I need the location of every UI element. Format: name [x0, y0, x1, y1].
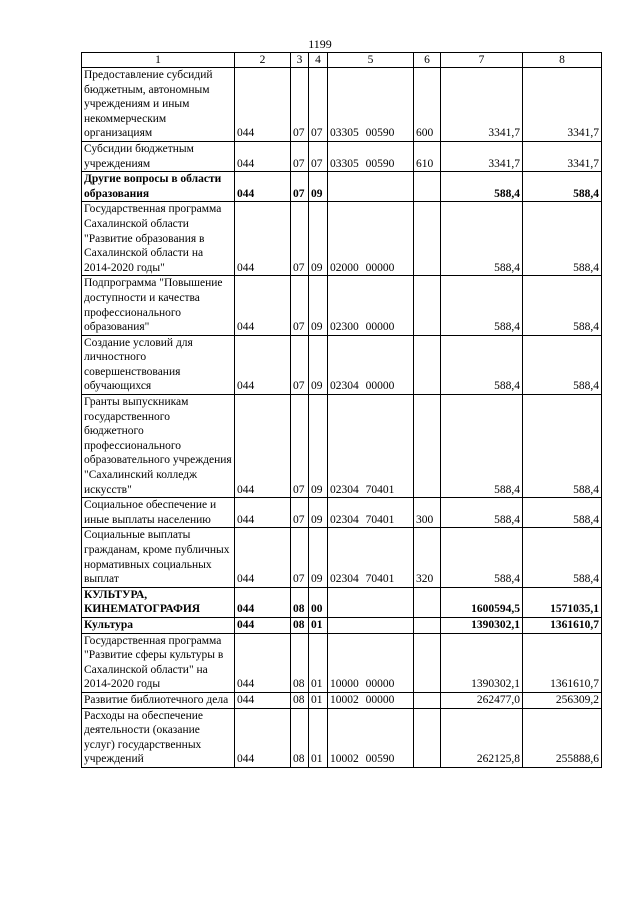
header-row: [82, 53, 602, 68]
admin-code: 044: [235, 708, 291, 767]
table-row: [82, 276, 602, 335]
section-code: 08: [291, 617, 309, 633]
expense-type-code: 300: [414, 498, 441, 528]
expense-type-code: [414, 617, 441, 633]
target-article-code: 10000 00000: [328, 633, 414, 692]
item-name: Государственная программа Сахалинской области "Развитие образования в Сахалинской области на 2014-2020 годы": [82, 202, 235, 276]
item-name: Государственная программа "Развитие сферы культуры в Сахалинской области" на 2014-2020 годы: [82, 633, 235, 692]
section-code: 08: [291, 587, 309, 617]
amount-year-2: 1571035,1: [523, 587, 602, 617]
section-code: 07: [291, 528, 309, 587]
target-article-code: [328, 617, 414, 633]
target-article-code: [328, 172, 414, 202]
admin-code: 044: [235, 498, 291, 528]
target-article-code: 10002 00590: [328, 708, 414, 767]
item-name: Развитие библиотечного дела: [82, 692, 235, 708]
amount-year-1: 262125,8: [441, 708, 523, 767]
item-name: Предоставление субсидий бюджетным, автономным учреждениям и иным некоммерческим организациям: [82, 68, 235, 142]
amount-year-1: 588,4: [441, 202, 523, 276]
target-article-code: 03305 00590: [328, 141, 414, 171]
amount-year-1: 1600594,5: [441, 587, 523, 617]
subsection-code: 07: [309, 141, 328, 171]
admin-code: 044: [235, 276, 291, 335]
expense-type-code: 600: [414, 68, 441, 142]
budget-table: [81, 52, 602, 768]
amount-year-1: 588,4: [441, 172, 523, 202]
expense-type-code: [414, 395, 441, 498]
table-row: [82, 395, 602, 498]
table-row: [82, 498, 602, 528]
subsection-code: 09: [309, 498, 328, 528]
item-name: Гранты выпускникам государственного бюджетного профессионального образовательного учреждения "Сахалинский колледж искусств": [82, 395, 235, 498]
section-code: 07: [291, 202, 309, 276]
amount-year-2: 3341,7: [523, 141, 602, 171]
amount-year-2: 256309,2: [523, 692, 602, 708]
admin-code: 044: [235, 587, 291, 617]
section-code: 07: [291, 276, 309, 335]
item-name: Социальные выплаты гражданам, кроме публичных нормативных социальных выплат: [82, 528, 235, 587]
amount-year-2: 3341,7: [523, 68, 602, 142]
table-row: [82, 141, 602, 171]
header-cell: 8: [523, 53, 602, 68]
subsection-code: 01: [309, 708, 328, 767]
amount-year-1: 588,4: [441, 498, 523, 528]
amount-year-1: 588,4: [441, 528, 523, 587]
page-number: 1199: [308, 37, 332, 51]
target-article-code: [328, 587, 414, 617]
header-cell: 2: [235, 53, 291, 68]
item-name: Расходы на обеспечение деятельности (оказание услуг) государственных учреждений: [82, 708, 235, 767]
subsection-code: 07: [309, 68, 328, 142]
section-code: 07: [291, 395, 309, 498]
amount-year-2: 588,4: [523, 202, 602, 276]
amount-year-1: 588,4: [441, 335, 523, 394]
amount-year-2: 1361610,7: [523, 617, 602, 633]
section-code: 08: [291, 692, 309, 708]
section-code: 07: [291, 335, 309, 394]
header-cell: 3: [291, 53, 309, 68]
expense-type-code: [414, 633, 441, 692]
amount-year-2: 588,4: [523, 498, 602, 528]
amount-year-1: 1390302,1: [441, 633, 523, 692]
header-cell: 7: [441, 53, 523, 68]
subsection-code: 09: [309, 335, 328, 394]
table-body: [82, 68, 602, 768]
target-article-code: 02304 70401: [328, 395, 414, 498]
subsection-code: 00: [309, 587, 328, 617]
table-row: [82, 692, 602, 708]
table-row: [82, 528, 602, 587]
amount-year-1: 3341,7: [441, 68, 523, 142]
section-code: 07: [291, 498, 309, 528]
expense-type-code: [414, 587, 441, 617]
admin-code: 044: [235, 335, 291, 394]
item-name: Культура: [82, 617, 235, 633]
item-name: Социальное обеспечение и иные выплаты населению: [82, 498, 235, 528]
section-code: 08: [291, 708, 309, 767]
admin-code: 044: [235, 141, 291, 171]
amount-year-2: 255888,6: [523, 708, 602, 767]
item-name: Другие вопросы в области образования: [82, 172, 235, 202]
target-article-code: 02304 70401: [328, 528, 414, 587]
amount-year-2: 588,4: [523, 395, 602, 498]
admin-code: 044: [235, 68, 291, 142]
subsection-code: 01: [309, 692, 328, 708]
expense-type-code: 320: [414, 528, 441, 587]
amount-year-1: 3341,7: [441, 141, 523, 171]
table-row: [82, 617, 602, 633]
item-name: Подпрограмма "Повышение доступности и качества профессионального образования": [82, 276, 235, 335]
amount-year-1: 588,4: [441, 395, 523, 498]
amount-year-1: 262477,0: [441, 692, 523, 708]
table-row: [82, 633, 602, 692]
table-row: [82, 202, 602, 276]
expense-type-code: [414, 172, 441, 202]
table-row: [82, 172, 602, 202]
table-row: [82, 587, 602, 617]
expense-type-code: [414, 276, 441, 335]
amount-year-2: 588,4: [523, 276, 602, 335]
item-name: КУЛЬТУРА, КИНЕМАТОГРАФИЯ: [82, 587, 235, 617]
table-row: [82, 708, 602, 767]
admin-code: 044: [235, 692, 291, 708]
admin-code: 044: [235, 202, 291, 276]
item-name: Создание условий для личностного совершенствования обучающихся: [82, 335, 235, 394]
target-article-code: 03305 00590: [328, 68, 414, 142]
amount-year-1: 588,4: [441, 276, 523, 335]
target-article-code: 02304 00000: [328, 335, 414, 394]
admin-code: 044: [235, 395, 291, 498]
amount-year-2: 588,4: [523, 335, 602, 394]
subsection-code: 09: [309, 172, 328, 202]
expense-type-code: [414, 708, 441, 767]
section-code: 07: [291, 172, 309, 202]
amount-year-2: 588,4: [523, 172, 602, 202]
expense-type-code: [414, 335, 441, 394]
section-code: 07: [291, 141, 309, 171]
table-row: [82, 335, 602, 394]
item-name: Субсидии бюджетным учреждениям: [82, 141, 235, 171]
header-cell: 5: [328, 53, 414, 68]
subsection-code: 09: [309, 202, 328, 276]
expense-type-code: [414, 202, 441, 276]
amount-year-2: 1361610,7: [523, 633, 602, 692]
subsection-code: 09: [309, 395, 328, 498]
expense-type-code: 610: [414, 141, 441, 171]
expense-type-code: [414, 692, 441, 708]
subsection-code: 01: [309, 633, 328, 692]
amount-year-2: 588,4: [523, 528, 602, 587]
admin-code: 044: [235, 633, 291, 692]
target-article-code: 10002 00000: [328, 692, 414, 708]
subsection-code: 01: [309, 617, 328, 633]
header-cell: 6: [414, 53, 441, 68]
target-article-code: 02304 70401: [328, 498, 414, 528]
admin-code: 044: [235, 172, 291, 202]
subsection-code: 09: [309, 276, 328, 335]
subsection-code: 09: [309, 528, 328, 587]
section-code: 08: [291, 633, 309, 692]
amount-year-1: 1390302,1: [441, 617, 523, 633]
admin-code: 044: [235, 617, 291, 633]
header-cell: 1: [82, 53, 235, 68]
header-cell: 4: [309, 53, 328, 68]
admin-code: 044: [235, 528, 291, 587]
target-article-code: 02300 00000: [328, 276, 414, 335]
target-article-code: 02000 00000: [328, 202, 414, 276]
section-code: 07: [291, 68, 309, 142]
table-row: [82, 68, 602, 142]
